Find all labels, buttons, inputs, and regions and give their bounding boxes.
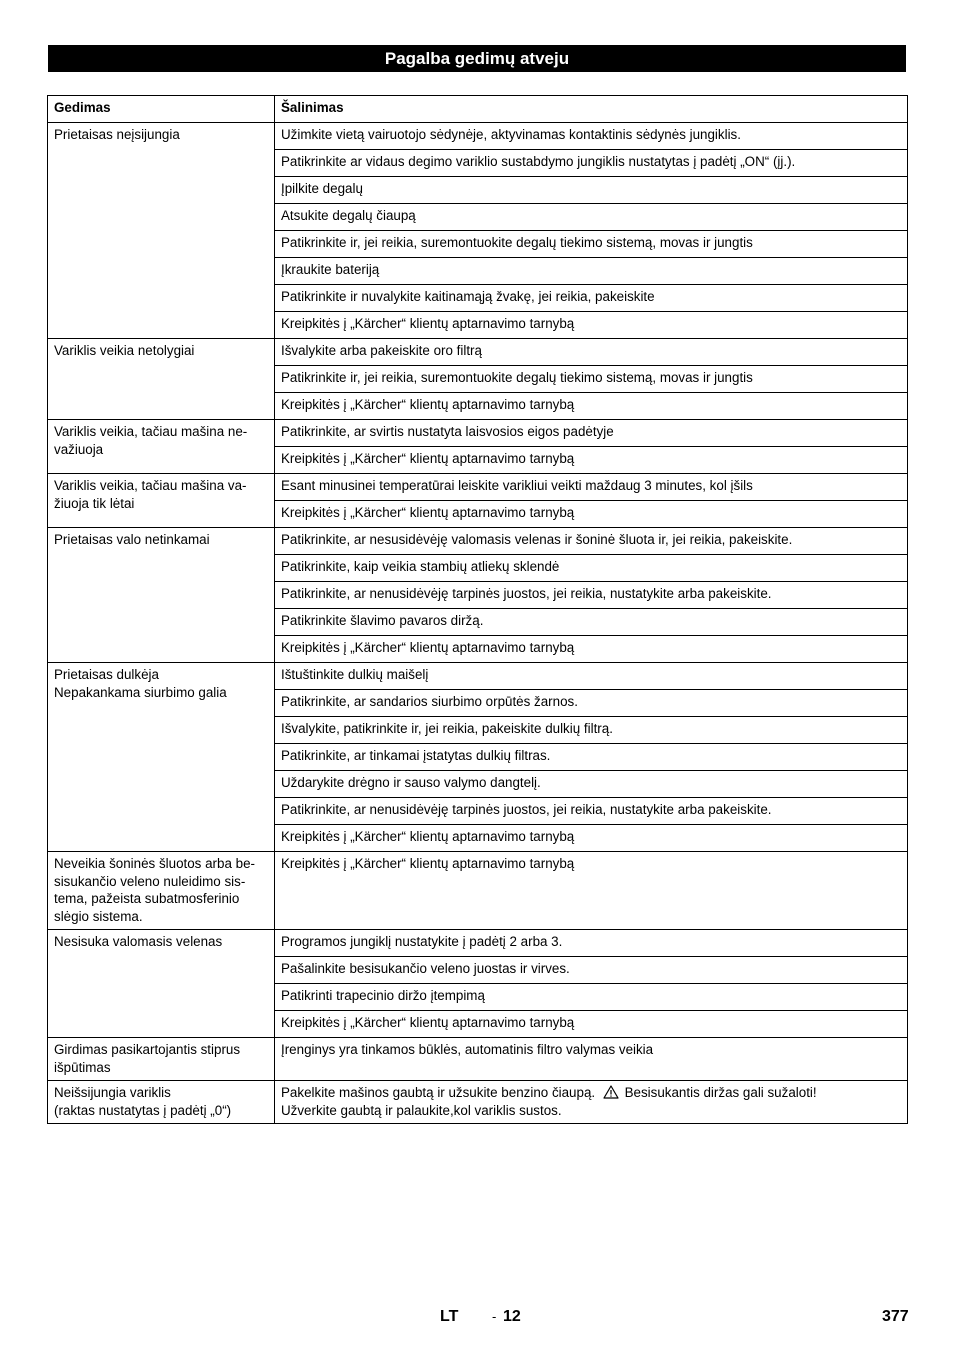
fault-text: sisukančio veleno nuleidimo sis- (54, 873, 246, 889)
remedy-cell: Patikrinkite ar vidaus degimo variklio sustabdymo jungiklis nustatytas į padėtį „ON“ (įj.). (275, 150, 908, 177)
remedy-cell: Atsukite degalų čiaupą (275, 204, 908, 231)
fault-cell (48, 1038, 275, 1081)
warning-triangle-icon (603, 1085, 619, 1099)
fault-text: Prietaisas neįsijungia (54, 127, 180, 142)
column-header-remedy: Šalinimas (275, 96, 908, 123)
remedy-cell: Patikrinkite, ar nenusidėvėję tarpinės juostos, jei reikia, nustatykite arba pakeiskite. (275, 798, 908, 825)
footer-language: LT (440, 1308, 459, 1325)
remedy-cell: Kreipkitės į „Kärcher“ klientų aptarnavimo tarnybą (275, 312, 908, 339)
remedy-cell: Esant minusinei temperatūrai leiskite varikliui veikti maždaug 3 minutes, kol įšils (275, 474, 908, 501)
remedy-cell: Kreipkitės į „Kärcher“ klientų aptarnavimo tarnybą (275, 447, 908, 474)
table-row (48, 420, 908, 447)
table-row (48, 930, 908, 957)
fault-text: slėgio sistema. (54, 908, 143, 924)
remedy-cell: Ištuštinkite dulkių maišelį (275, 663, 908, 690)
fault-text: išpūtimas (54, 1059, 111, 1075)
remedy-cell: Patikrinkite, ar nenusidėvėję tarpinės juostos, jei reikia, nustatykite arba pakeiskite. (275, 582, 908, 609)
table-row (48, 123, 908, 150)
fault-text: Variklis veikia, tačiau mašina va- (54, 478, 247, 493)
table-row (48, 528, 908, 555)
remedy-text: Pakelkite mašinos gaubtą ir užsukite benzino čiaupą. (281, 1085, 596, 1100)
remedy-cell: Patikrinkite, ar tinkamai įstatytas dulkių filtras. (275, 744, 908, 771)
footer-section-page: 12 (503, 1308, 521, 1325)
table-row (48, 474, 908, 501)
table-row (48, 1081, 908, 1124)
fault-cell (48, 663, 275, 852)
fault-text: Prietaisas valo netinkamai (54, 532, 210, 547)
remedy-cell: Uždarykite drėgno ir sauso valymo dangtelį. (275, 771, 908, 798)
remedy-cell: Įrenginys yra tinkamos būklės, automatinis filtro valymas veikia (275, 1038, 908, 1081)
table-row (48, 339, 908, 366)
fault-text: Variklis veikia, tačiau mašina ne- (54, 424, 248, 439)
page-title: Pagalba gedimų atveju (48, 45, 906, 72)
remedy-cell: Patikrinkite šlavimo pavaros diržą. (275, 609, 908, 636)
remedy-cell: Patikrinkite, ar svirtis nustatyta laisvosios eigos padėtyje (275, 420, 908, 447)
remedy-cell: Patikrinkite ir, jei reikia, suremontuokite degalų tiekimo sistemą, movas ir jungtis (275, 366, 908, 393)
fault-text: Neveikia šoninės šluotos arba be- (54, 856, 255, 871)
fault-text: Prietaisas dulkėja (54, 667, 159, 682)
remedy-cell: Patikrinkite ir nuvalykite kaitinamąją žvakę, jei reikia, pakeiskite (275, 285, 908, 312)
page-number: 377 (882, 1308, 909, 1325)
remedy-cell: Išvalykite arba pakeiskite oro filtrą (275, 339, 908, 366)
table-row (48, 852, 908, 930)
fault-cell (48, 474, 275, 528)
troubleshooting-table (47, 95, 908, 1124)
remedy-cell: Patikrinkite, ar sandarios siurbimo orpūtės žarnos. (275, 690, 908, 717)
footer-dash: - (492, 1309, 497, 1324)
remedy-text: Užverkite gaubtą ir palaukite,kol variklis sustos. (281, 1102, 562, 1118)
remedy-cell: Patikrinkite, ar nesusidėvėję valomasis velenas ir šoninė šluota ir, jei reikia, pakeiskite. (275, 528, 908, 555)
remedy-cell: Įpilkite degalų (275, 177, 908, 204)
fault-text: Nepakankama siurbimo galia (54, 684, 227, 700)
fault-cell (48, 123, 275, 339)
remedy-cell: Patikrinkite ir, jei reikia, suremontuokite degalų tiekimo sistemą, movas ir jungtis (275, 231, 908, 258)
remedy-cell: Įkraukite bateriją (275, 258, 908, 285)
fault-text: Girdimas pasikartojantis stiprus (54, 1042, 241, 1057)
fault-cell (48, 852, 275, 930)
remedy-cell: Išvalykite, patikrinkite ir, jei reikia, pakeiskite dulkių filtrą. (275, 717, 908, 744)
remedy-cell: Kreipkitės į „Kärcher“ klientų aptarnavimo tarnybą (275, 636, 908, 663)
fault-text: (raktas nustatytas į padėtį „0“) (54, 1102, 232, 1118)
fault-cell (48, 528, 275, 663)
fault-text: tema, pažeista subatmosferinio (54, 891, 240, 906)
remedy-cell: Užimkite vietą vairuotojo sėdynėje, aktyvinamas kontaktinis sėdynės jungiklis. (275, 123, 908, 150)
fault-cell (48, 339, 275, 420)
fault-text: važiuoja (54, 441, 104, 457)
remedy-cell: Programos jungiklį nustatykite į padėtį 2 arba 3. (275, 930, 908, 957)
remedy-cell: Patikrinti trapecinio diržo įtempimą (275, 984, 908, 1011)
remedy-cell: Kreipkitės į „Kärcher“ klientų aptarnavimo tarnybą (275, 852, 908, 930)
remedy-cell (275, 1081, 908, 1124)
remedy-cell: Kreipkitės į „Kärcher“ klientų aptarnavimo tarnybą (275, 393, 908, 420)
fault-text: Nesisuka valomasis velenas (54, 934, 223, 949)
fault-cell (48, 930, 275, 1038)
table-header-row (48, 96, 908, 123)
fault-cell (48, 1081, 275, 1124)
remedy-cell: Kreipkitės į „Kärcher“ klientų aptarnavimo tarnybą (275, 501, 908, 528)
remedy-cell: Pašalinkite besisukančio veleno juostas ir virves. (275, 957, 908, 984)
remedy-cell: Kreipkitės į „Kärcher“ klientų aptarnavimo tarnybą (275, 825, 908, 852)
fault-text: žiuoja tik lėtai (54, 495, 135, 511)
fault-text: Neišsijungia variklis (54, 1085, 171, 1100)
table-row (48, 663, 908, 690)
remedy-cell: Kreipkitės į „Kärcher“ klientų aptarnavimo tarnybą (275, 1011, 908, 1038)
remedy-cell: Patikrinkite, kaip veikia stambių atliekų sklendė (275, 555, 908, 582)
fault-cell (48, 420, 275, 474)
fault-text: Variklis veikia netolygiai (54, 343, 195, 358)
table-row (48, 1038, 908, 1081)
column-header-fault: Gedimas (48, 96, 275, 123)
warning-text: Besisukantis diržas gali sužaloti! (624, 1085, 817, 1100)
